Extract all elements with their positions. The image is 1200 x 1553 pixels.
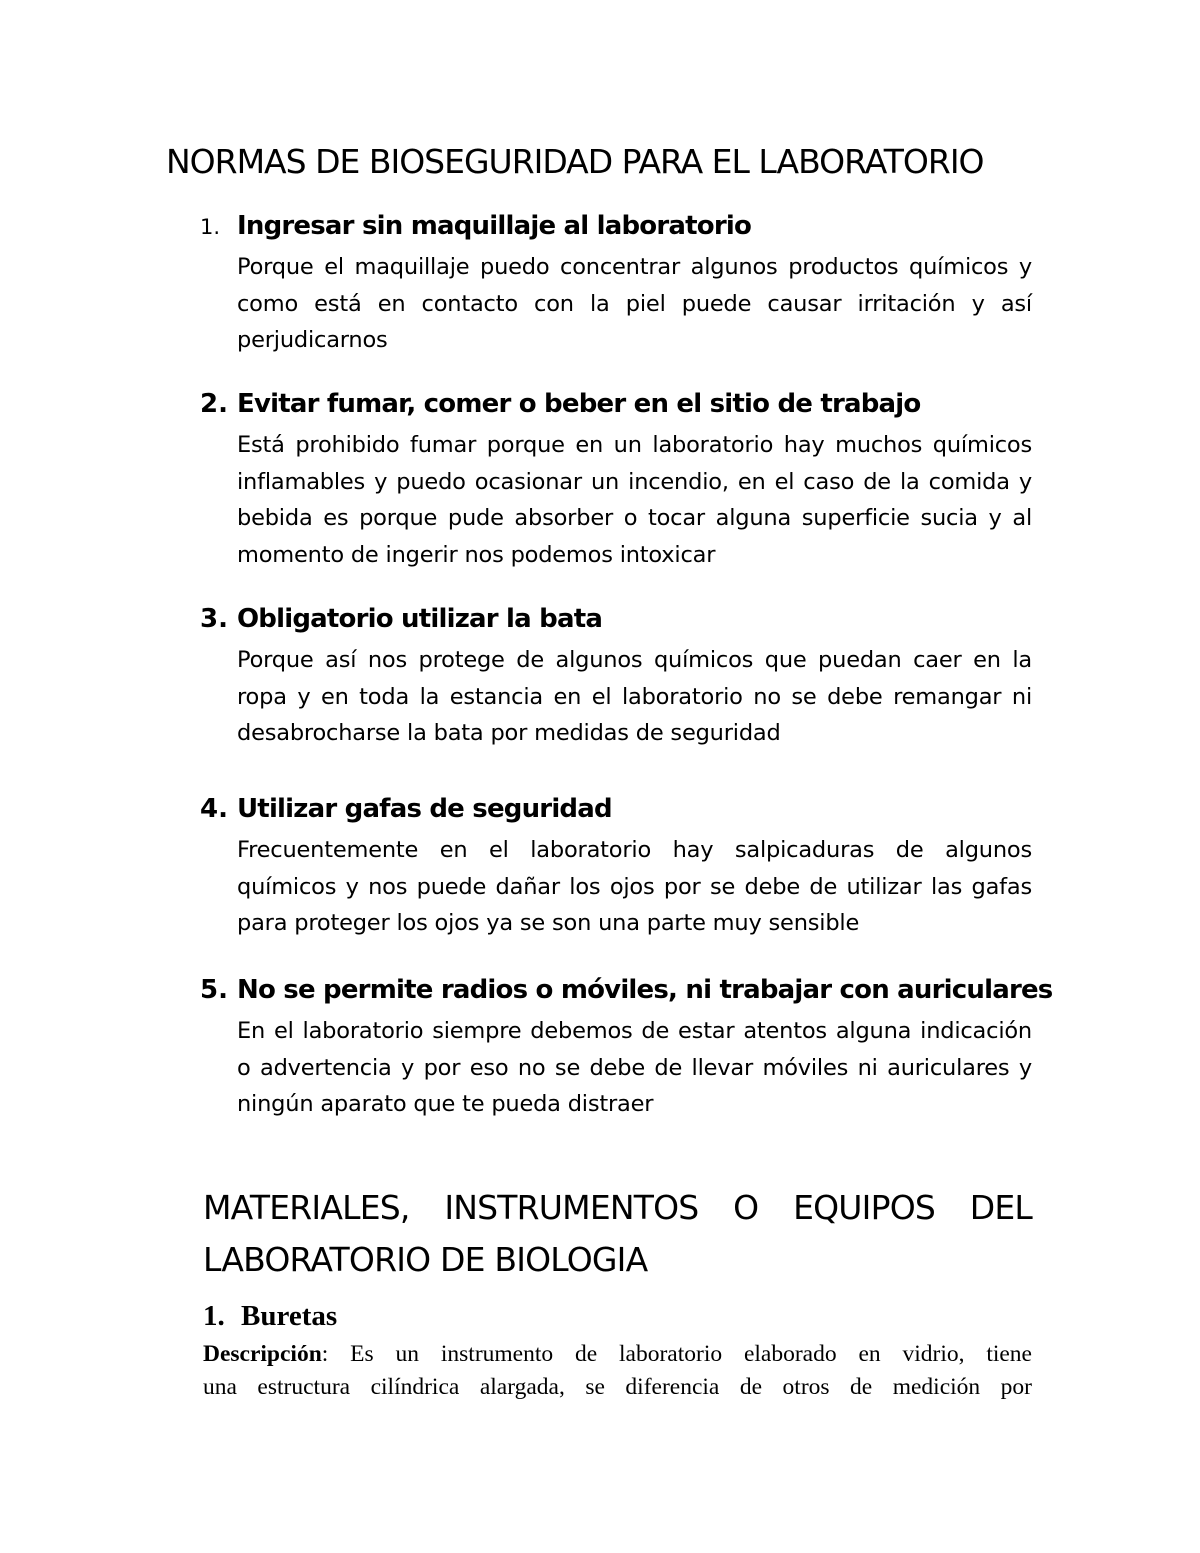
rule-text-line: desabrocharse la bata por medidas de seguridad bbox=[237, 720, 781, 746]
rule-heading bbox=[200, 604, 602, 634]
rule-heading bbox=[200, 794, 612, 824]
rule-text-line: ningún aparato que te pueda distraer bbox=[237, 1091, 654, 1117]
rule-number: 2. bbox=[200, 389, 228, 419]
section-title bbox=[203, 1182, 1032, 1286]
material-description bbox=[203, 1338, 1032, 1404]
rule-text-line: perjudicarnos bbox=[237, 327, 388, 353]
rule-text-line: momento de ingerir nos podemos intoxicar bbox=[237, 541, 716, 568]
rule-text-line: ropa y en toda la estancia en el laboratorio no se debe remangar ni bbox=[237, 683, 1032, 710]
rule-description bbox=[237, 1013, 1032, 1123]
rule-text-line: inflamables y puedo ocasionar un incendio, en el caso de la comida y bbox=[237, 468, 1032, 495]
rule-text-line: Porque el maquillaje puedo concentrar algunos productos químicos y bbox=[237, 254, 1032, 280]
rule-title: Utilizar gafas de seguridad bbox=[237, 794, 612, 824]
description-text: : Es un instrumento de laboratorio elaborado en vidrio, tiene bbox=[321, 1341, 1032, 1367]
rule-title: No se permite radios o móviles, ni trabajar con auriculares bbox=[237, 975, 1053, 1005]
rule-text-line: Está prohibido fumar porque en un laboratorio hay muchos químicos bbox=[237, 432, 1032, 458]
rule-title: Evitar fumar, comer o beber en el sitio de trabajo bbox=[237, 389, 921, 419]
section-title-line: LABORATORIO DE BIOLOGIA bbox=[203, 1240, 648, 1279]
description-line bbox=[203, 1338, 1032, 1371]
rule-text-line: bebida es porque pude absorber o tocar alguna superficie sucia y al bbox=[237, 505, 1032, 531]
rule-description bbox=[237, 249, 1032, 359]
section-title-line: MATERIALES, INSTRUMENTOS O EQUIPOS DEL bbox=[203, 1188, 1032, 1227]
document-title: NORMAS DE BIOSEGURIDAD PARA EL LABORATORIO bbox=[166, 142, 984, 181]
rule-heading bbox=[200, 389, 920, 419]
rule-number: 3. bbox=[200, 604, 228, 634]
rule-text-line: Frecuentemente en el laboratorio hay salpicaduras de algunos bbox=[237, 837, 1032, 863]
rule-title: Ingresar sin maquillaje al laboratorio bbox=[237, 211, 752, 241]
rule-text-line: químicos y nos puede dañar los ojos por se debe de utilizar las gafas bbox=[237, 873, 1032, 900]
rule-text-line: Porque así nos protege de algunos químicos que puedan caer en la bbox=[237, 647, 1032, 673]
rule-heading bbox=[200, 975, 1052, 1005]
material-number: 1. bbox=[203, 1300, 225, 1332]
rule-description bbox=[237, 427, 1032, 573]
rule-description bbox=[237, 832, 1032, 942]
description-label: Descripción bbox=[203, 1341, 322, 1367]
rule-text-line: o advertencia y por eso no se debe de llevar móviles ni auriculares y bbox=[237, 1054, 1032, 1081]
rule-text-line: para proteger los ojos ya se son una parte muy sensible bbox=[237, 910, 860, 936]
rule-number: 5. bbox=[200, 975, 228, 1005]
rule-number: 1. bbox=[200, 215, 221, 239]
rule-heading bbox=[200, 211, 751, 241]
rule-text-line: como está en contacto con la piel puede causar irritación y así bbox=[237, 290, 1032, 317]
rule-text-line: En el laboratorio siempre debemos de estar atentos alguna indicación bbox=[237, 1018, 1032, 1044]
rule-number: 4. bbox=[200, 794, 228, 824]
rule-description bbox=[237, 642, 1032, 752]
material-name: Buretas bbox=[241, 1300, 338, 1332]
description-line: una estructura cilíndrica alargada, se diferencia de otros de medición por bbox=[203, 1374, 1032, 1400]
material-heading bbox=[203, 1300, 337, 1333]
rule-title: Obligatorio utilizar la bata bbox=[237, 604, 603, 634]
